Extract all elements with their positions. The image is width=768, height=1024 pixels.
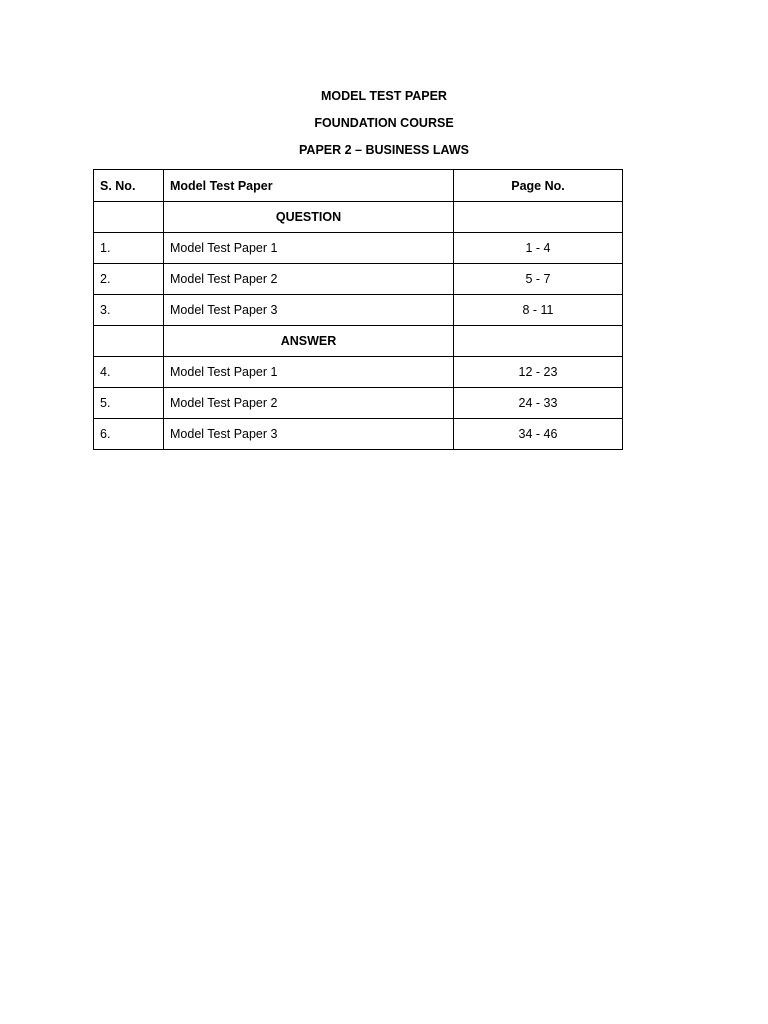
course-title: FOUNDATION COURSE	[314, 116, 454, 130]
paper-cell: Model Test Paper 3	[164, 419, 454, 450]
paper-cell: Model Test Paper 1	[164, 357, 454, 388]
table-row	[94, 233, 623, 264]
paper-cell: Model Test Paper 1	[164, 233, 454, 264]
empty-cell	[94, 326, 164, 357]
section-row-answer	[94, 326, 623, 357]
page-cell: 12 - 23	[454, 357, 623, 388]
paper-title: PAPER 2 – BUSINESS LAWS	[299, 143, 469, 157]
sno-cell: 5.	[94, 388, 164, 419]
sno-cell: 4.	[94, 357, 164, 388]
page-cell: 1 - 4	[454, 233, 623, 264]
column-header-paper: Model Test Paper	[164, 170, 454, 202]
page-cell: 8 - 11	[454, 295, 623, 326]
column-header-sno: S. No.	[94, 170, 164, 202]
table-row	[94, 295, 623, 326]
sno-cell: 1.	[94, 233, 164, 264]
column-header-page: Page No.	[454, 170, 623, 202]
empty-cell	[454, 202, 623, 233]
empty-cell	[94, 202, 164, 233]
paper-cell: Model Test Paper 2	[164, 264, 454, 295]
section-row-question	[94, 202, 623, 233]
table-row	[94, 388, 623, 419]
table-row	[94, 357, 623, 388]
sno-cell: 2.	[94, 264, 164, 295]
page-cell: 24 - 33	[454, 388, 623, 419]
contents-table	[93, 169, 623, 450]
paper-cell: Model Test Paper 3	[164, 295, 454, 326]
table-row	[94, 419, 623, 450]
section-label-answer: ANSWER	[164, 326, 454, 357]
table-header-row	[94, 170, 623, 202]
section-label-question: QUESTION	[164, 202, 454, 233]
paper-cell: Model Test Paper 2	[164, 388, 454, 419]
table-row	[94, 264, 623, 295]
sno-cell: 6.	[94, 419, 164, 450]
empty-cell	[454, 326, 623, 357]
page-cell: 5 - 7	[454, 264, 623, 295]
sno-cell: 3.	[94, 295, 164, 326]
document-title: MODEL TEST PAPER	[321, 89, 447, 103]
page-cell: 34 - 46	[454, 419, 623, 450]
